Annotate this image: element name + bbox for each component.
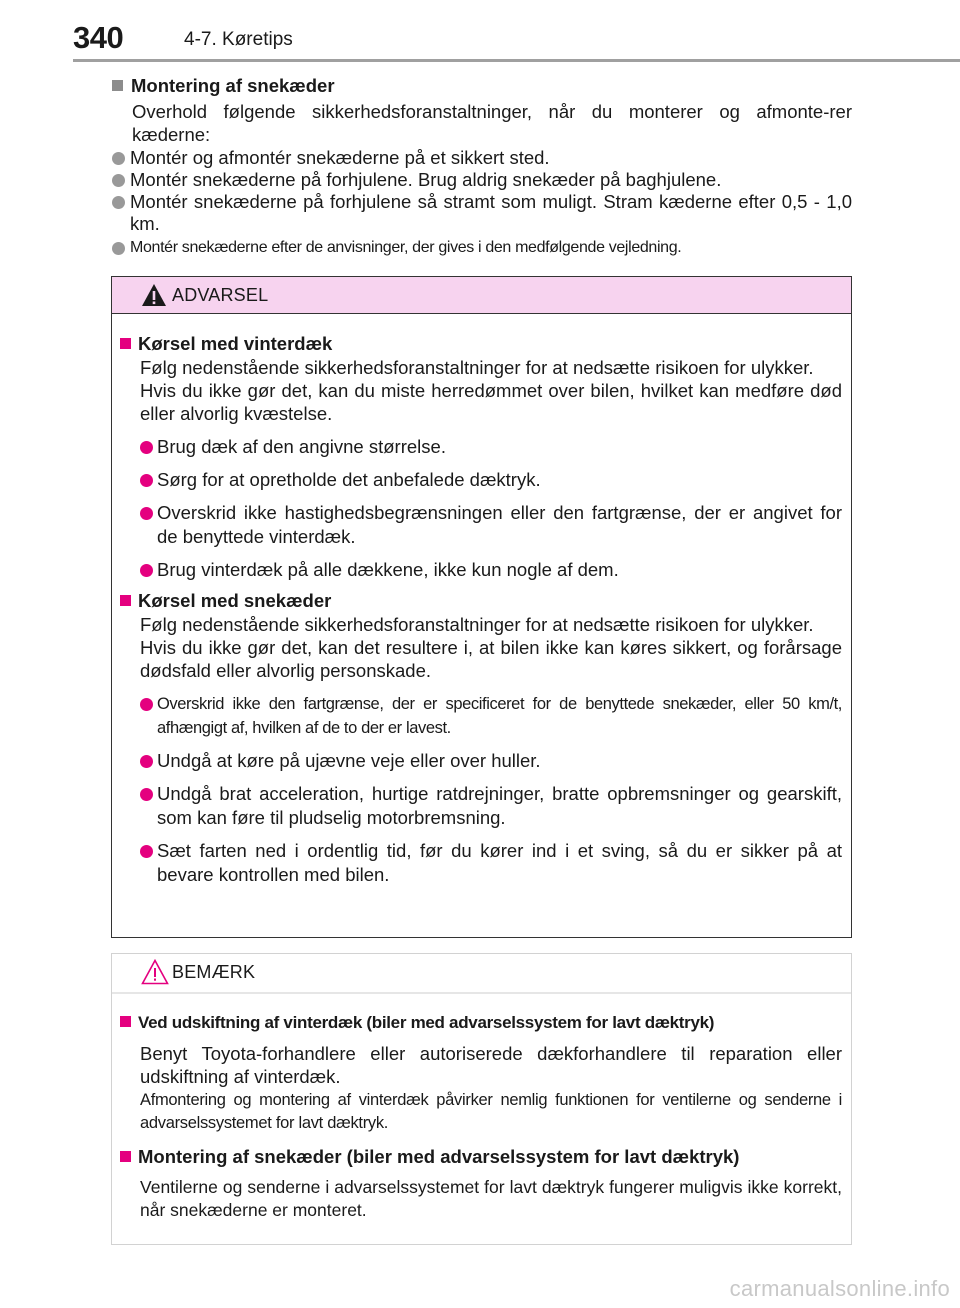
notice-box-header [112,954,851,994]
bullet-text: Montér snekæderne på forhjulene. Brug aldrig snekæder på baghjulene. [130,169,722,190]
chapter-title: 4-7. Køretips [184,29,293,50]
circle-bullet-icon [140,441,153,454]
section-title-text: Kørsel med vinterdæk [138,333,333,354]
circle-bullet-icon [140,698,153,711]
notice-box-body [112,994,851,1236]
square-bullet-icon [120,1151,131,1162]
bullet-text: Montér snekæderne efter de anvisninger, der gives i den medfølgende vejledning. [130,239,682,256]
warning-section-snow-chains [120,589,842,887]
notice-section-winter-tires [120,1011,842,1135]
warning-bullet [140,558,842,582]
watermark: carmanualsonline.info [729,1276,950,1301]
notice-label: BEMÆRK [172,962,256,982]
warning-bullet [140,749,842,773]
warning-bullet [140,468,842,492]
warning-box [111,276,852,938]
bullet-text: Undgå at køre på ujævne veje eller over huller. [157,750,541,771]
bullet-text: Montér og afmontér snekæderne på et sikkert sted. [130,147,550,168]
circle-bullet-icon [112,174,125,187]
warning-section-winter-tires [120,332,842,582]
warning-bullet [140,435,842,459]
warning-box-header [112,277,851,314]
square-bullet-icon [120,1016,131,1027]
square-bullet-icon [120,338,131,349]
intro-bullet [112,191,852,235]
notice-box [111,953,852,1245]
warning-box-body [112,314,851,901]
intro-text: Overhold følgende sikkerhedsforanstaltninger, når du monterer og afmonte-rer kæderne: [132,101,852,145]
circle-bullet-icon [140,788,153,801]
notice-section-title [120,1011,842,1035]
square-bullet-icon [120,595,131,606]
section-title-text: Ved udskiftning af vinterdæk (biler med advarselssystem for lavt dæktryk) [138,1013,715,1032]
circle-bullet-icon [112,242,125,255]
bullet-text: Overskrid ikke den fartgrænse, der er specificeret for de benyttede snekæder, eller 50 km/t, afhængigt af, hvilken af de to der er lavest. [157,695,842,737]
warning-label: ADVARSEL [172,285,269,305]
header-rule [73,59,960,62]
warning-text: Følg nedenstående sikkerhedsforanstaltninger for at nedsætte risikoen for ulykker. [140,614,814,635]
page-number: 340 [73,20,124,55]
circle-bullet-icon [140,755,153,768]
circle-bullet-icon [140,564,153,577]
bullet-text: Montér snekæderne på forhjulene så stramt som muligt. Stram kæderne efter 0,5 - 1,0 km. [130,191,852,234]
warning-triangle-icon [141,283,167,307]
warning-bullet [140,501,842,549]
notice-section-title [120,1145,842,1169]
warning-section-title [120,332,842,356]
circle-bullet-icon [140,845,153,858]
intro-title: Montering af snekæder [131,75,335,96]
warning-text: Følg nedenstående sikkerhedsforanstaltninger for at nedsætte risikoen for ulykker. [140,357,814,378]
square-bullet-icon [112,80,123,91]
notice-section-snow-chains [120,1145,842,1222]
circle-bullet-icon [140,474,153,487]
warning-triangle-outline-icon [141,959,169,985]
warning-bullet [140,782,842,830]
notice-text: Benyt Toyota-forhandlere eller autoriserede dækforhandlere til reparation eller udskiftning af vinterdæk. [140,1043,842,1087]
bullet-text: Brug dæk af den angivne størrelse. [157,436,446,457]
intro-section [112,75,852,259]
warning-bullet [140,839,842,887]
section-title-text: Montering af snekæder (biler med advarselssystem for lavt dæktryk) [138,1146,740,1167]
circle-bullet-icon [140,507,153,520]
notice-text: Ventilerne og senderne i advarselssystemet for lavt dæktryk fungerer muligvis ikke korrekt, når snekæderne er monteret. [140,1177,842,1220]
bullet-text: Undgå brat acceleration, hurtige ratdrejninger, bratte opbremsninger og gearskift, som kan føre til pludselig motorbremsning. [157,783,842,828]
warning-text: Hvis du ikke gør det, kan det resultere i, at bilen ikke kan køres sikkert, og forårsage dødsfald eller alvorlig personskade. [140,637,842,681]
section-title-text: Kørsel med snekæder [138,590,332,611]
warning-section-title [120,589,842,613]
bullet-text: Brug vinterdæk på alle dækkene, ikke kun nogle af dem. [157,559,619,580]
intro-bullet [112,237,852,259]
intro-bullet [112,147,852,169]
bullet-text: Sæt farten ned i ordentlig tid, før du kører ind i et sving, så du er sikker på at bevare kontrollen med bilen. [157,840,842,885]
bullet-text: Sørg for at opretholde det anbefalede dæktryk. [157,469,541,490]
warning-text: Hvis du ikke gør det, kan du miste herredømmet over bilen, hvilket kan medføre død eller alvorlig kvæstelse. [140,380,842,424]
circle-bullet-icon [112,152,125,165]
intro-heading [112,75,852,97]
intro-bullet [112,169,852,191]
warning-bullet [140,692,842,740]
notice-text: Afmontering og montering af vinterdæk påvirker nemlig funktionen for ventilerne og senderne i advarselssystemet for lavt dæktryk. [140,1091,842,1132]
bullet-text: Overskrid ikke hastighedsbegrænsningen eller den fartgrænse, der er angivet for de benyttede vinterdæk. [157,502,842,547]
circle-bullet-icon [112,196,125,209]
